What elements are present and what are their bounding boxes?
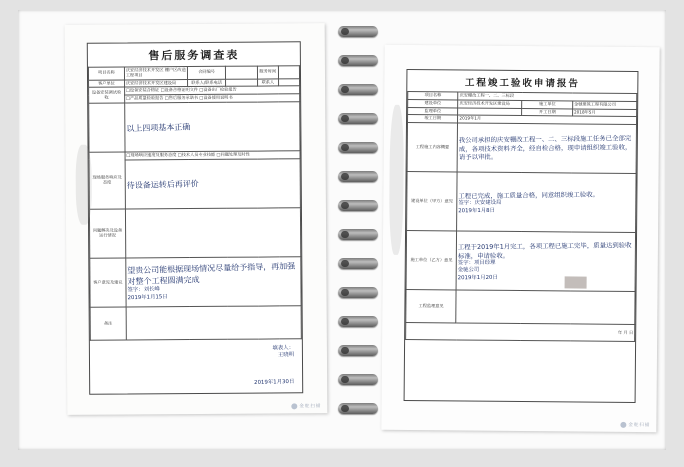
table-row	[407, 123, 636, 174]
watermark-text: 金舵扫描	[299, 404, 322, 410]
right-watermark	[620, 422, 650, 428]
right-form-title: 工程竣工验收申请报告	[464, 77, 580, 90]
left-form-title: 售后服务调查表	[148, 48, 240, 63]
handwriting-install: 以上四项基本正确	[126, 122, 191, 134]
handwriting-response: 待设备运转后再评价	[126, 178, 199, 190]
section-handwritten-opinion	[126, 257, 301, 307]
section-label-remark: 备注	[90, 307, 126, 340]
ring-hole-icon	[341, 318, 349, 325]
party-b-signature: 签字：项目经理	[458, 259, 496, 267]
project-name-value: 庆安经济技术开发区 棚户区改造工程项目	[124, 67, 187, 80]
redaction-blot	[565, 277, 587, 289]
binding-ring	[338, 258, 378, 269]
binding-ring	[338, 55, 378, 66]
table-row	[406, 323, 635, 342]
ring-hole-icon	[341, 144, 349, 151]
service-time-label: 服务时间	[257, 66, 278, 79]
right-form-table	[405, 91, 637, 342]
r-project-label: 项目名称	[408, 92, 458, 100]
watermark-dot-icon	[291, 403, 297, 409]
ring-hole-icon	[341, 173, 349, 180]
page-smudge	[389, 105, 404, 255]
contact-value	[226, 79, 258, 87]
handwriting-content: 我公司承担的庆安棚改工程一、二、三标段施工任务已全部完成，各项技术资料齐全，经自检合格，现申请组织竣工验收，请予以审批。	[459, 134, 632, 162]
handwriting-problem	[127, 230, 299, 235]
left-form-table	[88, 65, 302, 340]
watermark-text: 金舵扫描	[628, 422, 651, 429]
ring-hole-icon	[341, 289, 349, 296]
ring-hole-icon	[341, 28, 349, 35]
right-notebook-page	[381, 45, 659, 432]
section-options-install: □设备安装合格证 □设备合格证明文件 □设备出厂检验报告	[124, 86, 299, 95]
contact-person-value	[278, 78, 299, 86]
binding-ring	[338, 171, 378, 182]
binding-ring	[338, 142, 378, 153]
section-options-response: □现场响应速度及服务态度 □技术人员专业技能 □问题处理及时性	[125, 151, 300, 160]
section-handwritten-remark	[126, 306, 301, 340]
contact-label: 联系人/联系电话	[188, 79, 226, 87]
binding-ring	[338, 84, 378, 95]
r-contractor-value: 金驰建筑工程有限公司	[572, 101, 636, 109]
completion-acceptance-form	[404, 69, 639, 403]
ring-hole-icon	[341, 57, 349, 64]
r-content-label: 工程施工内容概要	[407, 123, 458, 172]
ring-hole-icon	[341, 231, 349, 238]
filler-name: 王晓明	[277, 352, 295, 359]
binding-ring	[338, 345, 378, 356]
binding-ring	[338, 113, 378, 124]
r-party-b-content	[456, 231, 635, 292]
handwriting-party-b: 工程于2019年1月完工，各项工程已施工完毕，质量达到验收标准，申请验收。	[458, 240, 632, 260]
r-start-value: 2018年5月	[572, 109, 636, 117]
watermark-dot-icon	[620, 422, 626, 428]
r-owner-label: 建设单位	[408, 99, 458, 107]
ring-hole-icon	[341, 260, 349, 267]
table-row	[407, 172, 637, 233]
party-b-date: 2019年1月20日	[457, 274, 499, 281]
section-label-response: 现场服务响应及态度	[89, 152, 125, 209]
filler-date: 2019年1月30日	[253, 378, 295, 386]
ring-hole-icon	[341, 86, 349, 93]
ring-hole-icon	[341, 115, 349, 122]
left-notebook-page	[65, 23, 328, 415]
section-handwritten-problem	[125, 208, 300, 258]
opinion-date: 2019年1月15日	[127, 293, 168, 302]
binding-ring	[338, 316, 378, 327]
left-form-footer	[254, 345, 294, 386]
ring-hole-icon	[341, 202, 349, 209]
binding-ring	[338, 403, 378, 414]
table-row	[90, 257, 301, 307]
section-label-problem: 问题解决及设备运行情况	[89, 209, 125, 258]
r-party-a-label: 建设单位（甲方）意见	[407, 172, 458, 231]
client-value: 庆安经济技术开发区建设局	[124, 79, 187, 87]
client-label: 客户单位	[89, 80, 125, 88]
left-watermark	[291, 403, 321, 409]
spiral-binding	[336, 24, 380, 436]
party-a-signature: 签字：庆安建设局	[458, 200, 502, 207]
page-smudge	[75, 145, 92, 225]
r-project-value: 庆安棚改工程一、二、三标段	[458, 92, 637, 101]
ring-hole-icon	[341, 405, 349, 412]
binding-ring	[338, 287, 378, 298]
opinion-signature: 签字：刘长峰	[127, 286, 160, 294]
binding-ring	[338, 374, 378, 385]
r-monitor-label: 工程监理意见	[406, 290, 457, 323]
handwriting-party-a: 工程已完成，施工质量合格，同意组织竣工验收。	[458, 190, 600, 200]
r-start-label: 开工日期	[522, 108, 572, 116]
section-options2-install: □产品质量检验报告 □售后服务承诺书 □设备使用说明书	[124, 94, 299, 103]
section-label-install: 设备安装调试验收	[89, 87, 125, 103]
table-row	[406, 231, 636, 292]
section-label-opinion: 客户意见及建议	[90, 258, 126, 307]
r-party-a-content	[457, 172, 636, 233]
filler-label: 填表人：	[272, 345, 294, 352]
handwriting-opinion: 望贵公司能根据现场情况尽量给予指导，再加强对整个工程圆满完成	[126, 261, 296, 286]
table-row	[89, 208, 300, 258]
binding-ring	[338, 26, 378, 37]
binding-ring	[338, 229, 378, 240]
ring-hole-icon	[341, 347, 349, 354]
r-party-b-label: 施工单位（乙方）意见	[406, 231, 457, 290]
contract-no-value	[226, 66, 258, 79]
ring-hole-icon	[341, 376, 349, 383]
contract-no-label: 合同编号	[188, 66, 226, 79]
party-b-company: 金驰公司	[458, 267, 480, 274]
scanned-sheet	[18, 10, 666, 450]
table-row	[90, 306, 301, 340]
service-time-value	[278, 66, 299, 79]
project-name-label: 项目名称	[88, 67, 124, 80]
binding-ring	[338, 200, 378, 211]
r-supervisor-label: 监理单位	[408, 107, 458, 115]
section-handwritten-install	[125, 102, 300, 152]
service-survey-form	[87, 41, 303, 394]
r-finish-label: 竣工日期	[408, 115, 458, 123]
r-finish-value: 2019年1月	[458, 115, 637, 124]
r-content-text	[457, 123, 636, 174]
party-a-date: 2019年1月8日	[458, 207, 496, 214]
r-owner-value: 庆安经济技术开发区建设局	[458, 100, 522, 108]
r-date-footer: 年 月 日	[406, 323, 635, 342]
r-monitor-content	[456, 290, 635, 325]
table-row	[406, 290, 635, 325]
contact-person-label: 联系人	[257, 79, 278, 87]
section-handwritten-response	[125, 159, 300, 209]
spacer-cell-1	[89, 103, 125, 152]
handwriting-remark	[128, 320, 300, 325]
r-contractor-label: 施工单位	[522, 100, 572, 108]
table-row	[89, 102, 300, 152]
